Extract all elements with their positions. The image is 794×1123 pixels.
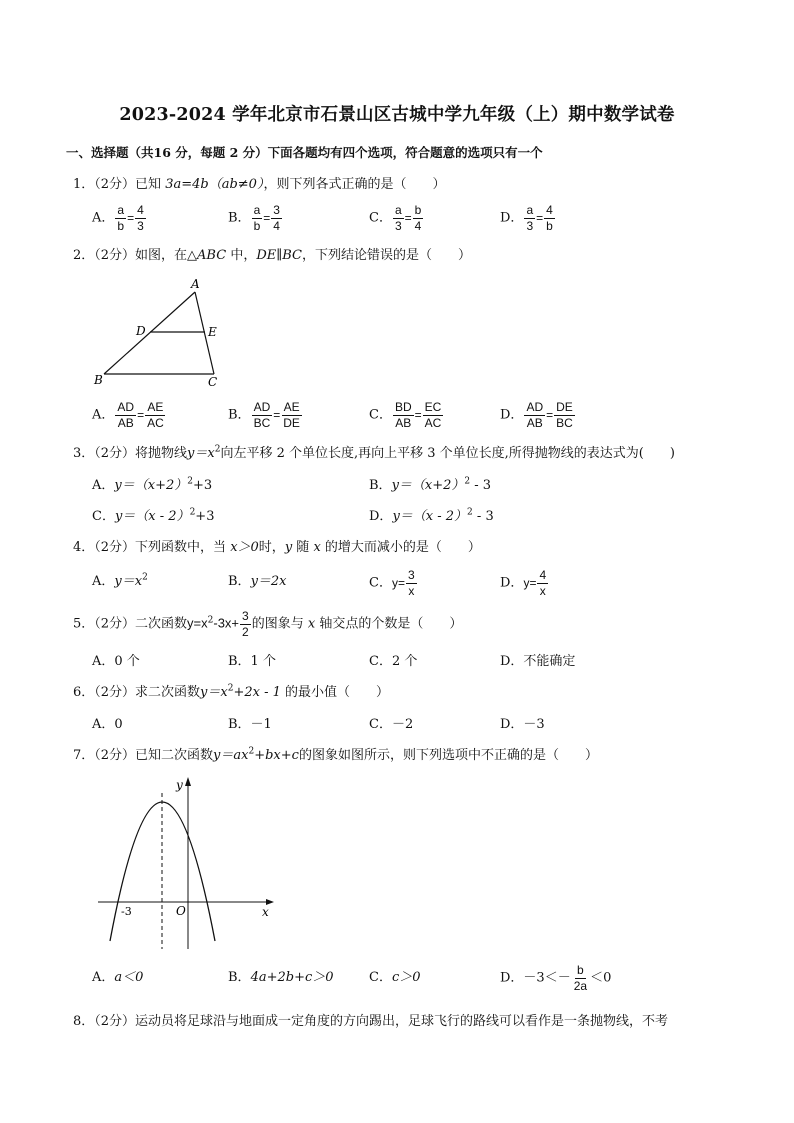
question-6: 6．（2分）求二次函数$y=x^2+2x - 1$ 的最小值（ ） bbox=[73, 683, 390, 700]
label-c: C bbox=[208, 375, 218, 389]
label-d: D bbox=[136, 324, 146, 338]
q3-option-d: D．y＝（x - 2）$^2$ - 3 bbox=[369, 507, 494, 524]
q5-option-d: D．不能确定 bbox=[500, 654, 576, 669]
label-e: E bbox=[208, 325, 217, 339]
question-7: 7．（2分）已知二次函数$y=ax^2+bx+c$的图象如图所示，则下列选项中不正确的是（ ） bbox=[73, 746, 598, 763]
label-origin: O bbox=[176, 904, 186, 918]
q6-option-d: D．－3 bbox=[500, 717, 545, 732]
page-title: 2023-2024 学年北京市石景山区古城中学九年级（上）期中数学试卷 bbox=[119, 105, 675, 125]
question-1: 1．（2分）已知 3a=4b（ab≠0），则下列各式正确的是（ ） bbox=[73, 177, 446, 192]
q1-option-a: A． $\frac{a}{b}$ = $\frac{4}{3}$ bbox=[92, 203, 144, 233]
q2-option-d: D． $\frac{AD}{AB}$ = $\frac{DE}{BC}$ bbox=[500, 400, 573, 430]
question-5: 5．（2分）二次函数$y=x^2-3x+$ $\frac{3}{2}$ 的图象与 x 轴交点的个数是（ ） bbox=[73, 609, 463, 639]
label-b: B bbox=[94, 373, 103, 387]
q5-option-b: B．1 个 bbox=[228, 654, 276, 669]
q2-option-c: C． $\frac{BD}{AB}$ = $\frac{EC}{AC}$ bbox=[369, 400, 442, 430]
y-axis-arrow bbox=[185, 777, 191, 786]
label-a: A bbox=[191, 277, 200, 291]
q7-option-a: A．a＜0 bbox=[92, 970, 144, 985]
label-x: x bbox=[262, 905, 269, 919]
q1-option-c: C． $\frac{a}{3}$ = $\frac{b}{4}$ bbox=[369, 203, 422, 233]
q3-option-c: C．y＝（x - 2）$^2$+3 bbox=[92, 507, 215, 524]
q3-option-a: A．$y=(x+2)^2+3$ bbox=[92, 476, 213, 493]
q4-option-a: A．$y=x^2$ bbox=[92, 572, 148, 589]
label-minus-three: -3 bbox=[121, 905, 132, 918]
q1-option-b: B． $\frac{a}{b}$ = $\frac{3}{4}$ bbox=[228, 203, 280, 233]
q7-option-c: C．c＞0 bbox=[369, 970, 421, 985]
side-ab bbox=[104, 292, 195, 374]
q4-option-b: B．y＝2x bbox=[228, 574, 287, 589]
question-2: 2．（2分）如图，在△ABC 中，DE∥BC，下列结论错误的是（ ） bbox=[73, 248, 472, 263]
q2-option-b: B． $\frac{AD}{BC}$ = $\frac{AE}{DE}$ bbox=[228, 400, 300, 430]
q3-option-b: B．$y=(x+2)^2 - 3$ bbox=[369, 476, 492, 493]
label-y: y bbox=[176, 778, 183, 792]
question-3: 3．（2分）将抛物线$y=x^2$向左平移 2 个单位长度,再向上平移 3 个单位长度,所得抛物线的表达式为( ) bbox=[73, 444, 675, 461]
q6-option-a: A．0 bbox=[92, 717, 123, 732]
parabola-figure bbox=[94, 773, 278, 957]
q7-option-b: B．4a+2b+c＞0 bbox=[228, 970, 334, 985]
q5-option-a: A．0 个 bbox=[92, 654, 140, 669]
question-8: 8．（2分）运动员将足球沿与地面成一定角度的方向踢出，足球飞行的路线可以看作是一条抛物线，不考 bbox=[73, 1014, 669, 1029]
q2-option-a: A． $\frac{AD}{AB}$ = $\frac{AE}{AC}$ bbox=[92, 400, 164, 430]
q6-option-c: C．－2 bbox=[369, 717, 414, 732]
section-heading: 一、选择题（共16 分，每题 2 分）下面各题均有四个选项，符合题意的选项只有一个 bbox=[66, 145, 543, 160]
q4-option-d: D．y= $\frac{4}{x}$ bbox=[500, 568, 547, 598]
triangle-figure bbox=[90, 274, 230, 392]
q7-option-d: D．－3＜－ $\frac{b}{2a}$ ＜0 bbox=[500, 963, 612, 993]
q4-option-c: C．y= $\frac{3}{x}$ bbox=[369, 568, 415, 598]
q1-option-d: D． $\frac{a}{3}$ = $\frac{4}{b}$ bbox=[500, 203, 553, 233]
q6-option-b: B．－1 bbox=[228, 717, 272, 732]
question-4: 4．（2分）下列函数中，当 x＞0时，y 随 x 的增大而减小的是（ ） bbox=[73, 540, 481, 555]
q5-option-c: C．2 个 bbox=[369, 654, 418, 669]
